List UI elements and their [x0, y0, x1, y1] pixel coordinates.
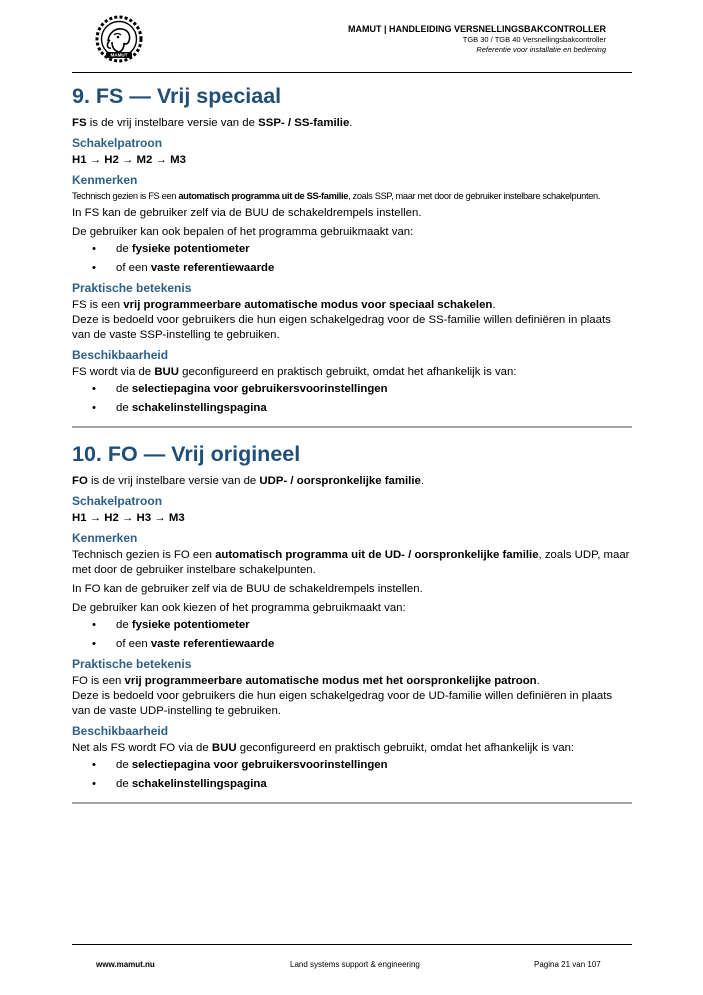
section-divider	[72, 426, 632, 428]
list-item: • of een vaste referentiewaarde	[72, 637, 632, 652]
list-item: • of een vaste referentiewaarde	[72, 261, 632, 276]
document-reference: Referentie voor installatie en bediening	[476, 45, 606, 54]
fo-intro: FO is de vrij instelbare versie van de UDP- / oorspronkelijke familie.	[72, 475, 424, 487]
footer-website[interactable]: www.mamut.nu	[96, 960, 155, 969]
footer-tagline: Land systems support & engineering	[290, 960, 420, 969]
fo-pattern: H1 → H2 → H3 → M3	[72, 512, 185, 524]
list-item: • de schakelinstellingspagina	[72, 777, 632, 792]
page-content	[72, 82, 632, 816]
fo-availability-list	[72, 758, 632, 792]
list-item: • de selectiepagina voor gebruikersvoorinstellingen	[72, 758, 632, 773]
fo-meaning-text: FO is een vrij programmeerbare automatische modus met het oorspronkelijke patroon.	[72, 675, 540, 687]
fs-pattern: H1 → H2 → M2 → M3	[72, 154, 186, 166]
fo-options-list	[72, 618, 632, 652]
footer-page-number: Pagina 21 van 107	[534, 960, 601, 969]
fs-meaning-description: Deze is bedoeld voor gebruikers die hun eigen schakelgedrag voor de SS-familie willen definiëren in plaats van de vaste SSP-instelling te gebruiken.	[72, 314, 611, 341]
fo-meaning-description: Deze is bedoeld voor gebruikers die hun eigen schakelgedrag voor de UD-familie willen definiëren in plaats van de vaste UDP-instelling te gebruiken.	[72, 690, 613, 717]
fs-pattern-heading: Schakelpatroon	[72, 136, 163, 150]
fo-availability-text: Net als FS wordt FO via de BUU geconfigureerd en praktisch gebruikt, omdat het afhankelijk is van:	[72, 742, 575, 754]
page-header	[72, 10, 632, 73]
fs-thresholds-text: In FS kan de gebruiker zelf via de BUU de schakeldrempels instellen.	[72, 207, 422, 219]
section-fo-heading: 10. FO — Vrij origineel	[72, 442, 301, 466]
list-item: • de selectiepagina voor gebruikersvoorinstellingen	[72, 382, 632, 397]
fs-features-text: Technisch gezien is FS een automatisch programma uit de SS-familie, zoals SSP, maar met door de gebruiker instelbare schakelpunten.	[72, 191, 601, 201]
list-item: • de schakelinstellingspagina	[72, 401, 632, 416]
svg-text:MAMUT: MAMUT	[110, 52, 128, 58]
fo-meaning-heading: Praktische betekenis	[72, 657, 192, 671]
fo-availability-heading: Beschikbaarheid	[72, 724, 169, 738]
fs-meaning-heading: Praktische betekenis	[72, 281, 192, 295]
fs-choice-text: De gebruiker kan ook bepalen of het programma gebruikmaakt van:	[72, 226, 414, 238]
fs-intro: FS is de vrij instelbare versie van de SSP- / SS-familie.	[72, 117, 353, 129]
mamut-logo	[94, 14, 144, 64]
fs-meaning-text: FS is een vrij programmeerbare automatische modus voor speciaal schakelen.	[72, 299, 496, 311]
fs-availability-list	[72, 382, 632, 416]
fs-features-heading: Kenmerken	[72, 173, 138, 187]
section-fs-heading: 9. FS — Vrij speciaal	[72, 84, 282, 108]
fo-thresholds-text: In FO kan de gebruiker zelf via de BUU de schakeldrempels instellen.	[72, 583, 423, 595]
list-item: • de fysieke potentiometer	[72, 618, 632, 633]
fo-choice-text: De gebruiker kan ook kiezen of het programma gebruikmaakt van:	[72, 602, 406, 614]
fo-features-heading: Kenmerken	[72, 531, 138, 545]
document-subtitle: TGB 30 / TGB 40 Versnellingsbakcontroller	[462, 35, 606, 44]
list-item: • de fysieke potentiometer	[72, 242, 632, 257]
header-divider	[72, 72, 632, 73]
fo-features-text: Technisch gezien is FO een automatisch programma uit de UD- / oorspronkelijke familie, zoals UDP, maar met door de gebruiker instelbare schakelpunten.	[72, 549, 630, 576]
fs-availability-text: FS wordt via de BUU geconfigureerd en praktisch gebruikt, omdat het afhankelijk is van:	[72, 366, 517, 378]
fo-pattern-heading: Schakelpatroon	[72, 494, 163, 508]
footer-divider	[72, 944, 632, 945]
fs-options-list	[72, 242, 632, 276]
fs-availability-heading: Beschikbaarheid	[72, 348, 169, 362]
section-divider	[72, 802, 632, 804]
document-title: MAMUT | HANDLEIDING VERSNELLINGSBAKCONTROLLER	[347, 24, 606, 34]
